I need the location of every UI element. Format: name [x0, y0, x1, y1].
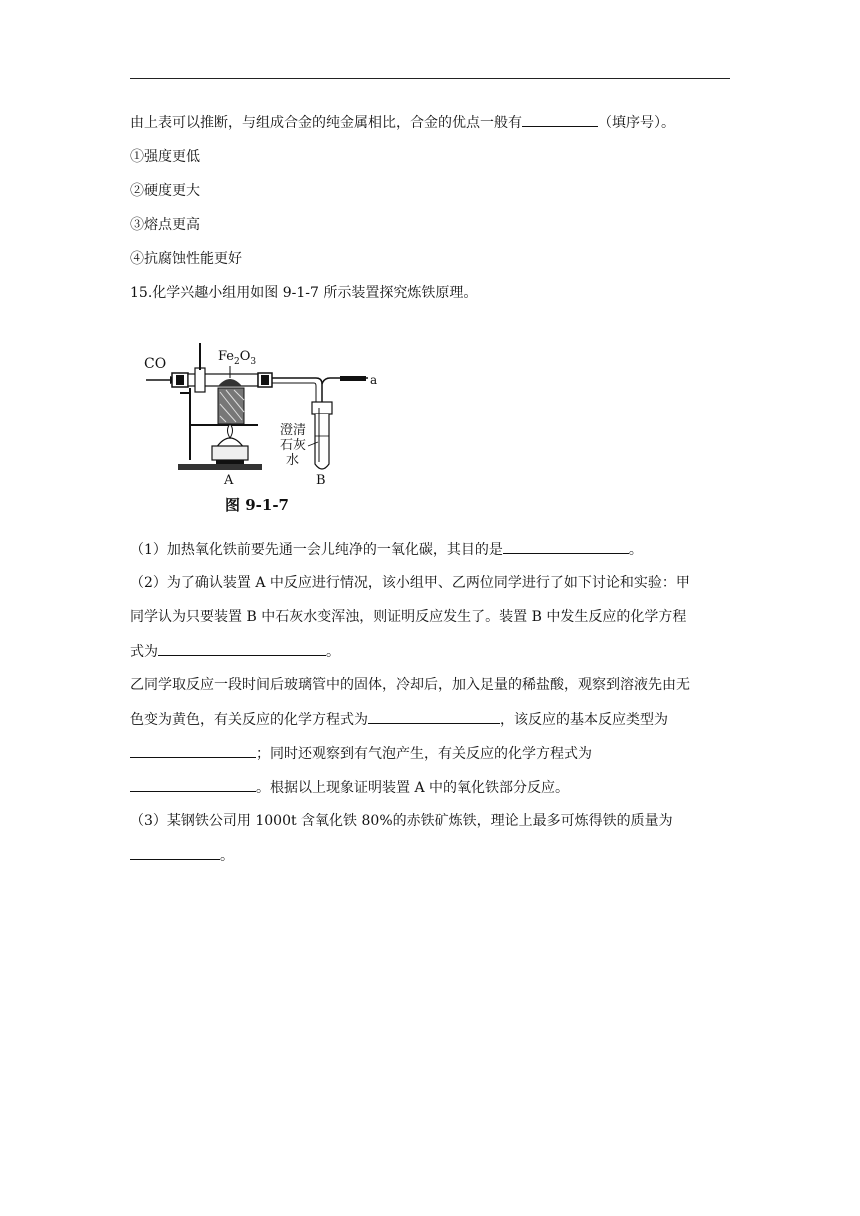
q15-part1-suffix: 。 — [628, 542, 643, 558]
answer-blank[interactable] — [130, 845, 220, 860]
q15-part2b-line4 — [130, 777, 569, 798]
q15-part1 — [130, 539, 643, 560]
q15-part2b-text: 色变为黄色，有关反应的化学方程式为 — [130, 712, 368, 728]
q15-part2b-text2: ；同时还观察到有气泡产生，有关反应的化学方程式为 — [256, 746, 592, 762]
exhaust-end — [340, 376, 366, 381]
header-rule — [130, 78, 730, 79]
q15-part2b-line1: 乙同学取反应一段时间后玻璃管中的固体，冷却后，加入足量的稀盐酸，观察到溶液先由无 — [130, 677, 690, 693]
q15-part2-text: 式为 — [130, 644, 158, 660]
q15-part2-line3 — [130, 641, 340, 662]
option-4: ④抗腐蚀性能更好 — [130, 251, 242, 267]
limewater-label-2: 石灰 — [280, 438, 307, 453]
left-stopper-core — [176, 375, 184, 385]
outlet-a-label: a — [370, 373, 378, 387]
apparatus-diagram — [140, 338, 390, 523]
limewater-label-3: 水 — [286, 453, 300, 468]
label-a: A — [224, 473, 234, 488]
right-stopper-core — [261, 375, 269, 385]
apparatus-figure — [140, 338, 390, 523]
option-1: ①强度更低 — [130, 149, 200, 165]
alloy-question-suffix: （填序号）。 — [598, 115, 675, 131]
stand-base — [178, 464, 262, 470]
flame — [228, 424, 233, 438]
test-tube-stopper — [312, 402, 332, 414]
test-tube — [315, 414, 329, 469]
fe2o3-label: $Fe_2O_3$ — [218, 349, 257, 367]
q15-part2b-line3 — [130, 743, 592, 764]
q15-part2-line2: 同学认为只要装置 B 中石灰水变浑浊，则证明反应发生了。装置 B 中发生反应的化学方程 — [130, 609, 687, 625]
q15-part3-line1: （3）某钢铁公司用 1000t 含氧化铁 80%的赤铁矿炼铁，理论上最多可炼得铁的质量为 — [130, 813, 673, 829]
q15-part2-line1: （2）为了确认装置 A 中反应进行情况，该小组甲、乙两位同学进行了如下讨论和实验：甲 — [130, 575, 690, 591]
option-3: ③熔点更高 — [130, 217, 200, 233]
label-b: B — [316, 473, 326, 488]
lamp-base — [216, 460, 244, 464]
q15-part3-line2 — [130, 845, 234, 866]
answer-blank[interactable] — [503, 539, 629, 554]
outlet-tube-inner — [272, 383, 316, 406]
answer-blank[interactable] — [158, 641, 326, 656]
co-label: CO — [144, 356, 167, 372]
answer-blank[interactable] — [130, 777, 256, 792]
q15-part2b-line2 — [130, 709, 668, 730]
alcohol-lamp-body — [212, 446, 248, 460]
question-15-stem: 15.化学兴趣小组用如图 9-1-7 所示装置探究炼铁原理。 — [130, 285, 478, 301]
tube-clamp — [195, 368, 205, 392]
alloy-question — [130, 112, 675, 133]
q15-part2b-text3: 。根据以上现象证明装置 A 中的氧化铁部分反应。 — [256, 780, 570, 796]
figure-caption: 图 9-1-7 — [225, 496, 289, 514]
alloy-question-text: 由上表可以推断，与组成合金的纯金属相比，合金的优点一般有 — [130, 115, 522, 131]
answer-blank[interactable] — [368, 709, 500, 724]
q15-part3-suffix: 。 — [220, 848, 234, 864]
limewater-label-1: 澄清 — [280, 423, 307, 438]
q15-part2-suffix: 。 — [326, 644, 340, 660]
answer-blank[interactable] — [130, 743, 256, 758]
q15-part2b-suffix: ，该反应的基本反应类型为 — [500, 712, 668, 728]
q15-part1-text: （1）加热氧化铁前要先通一会儿纯净的一氧化碳，其目的是 — [130, 542, 503, 558]
answer-blank[interactable] — [522, 112, 598, 127]
option-2: ②硬度更大 — [130, 183, 200, 199]
